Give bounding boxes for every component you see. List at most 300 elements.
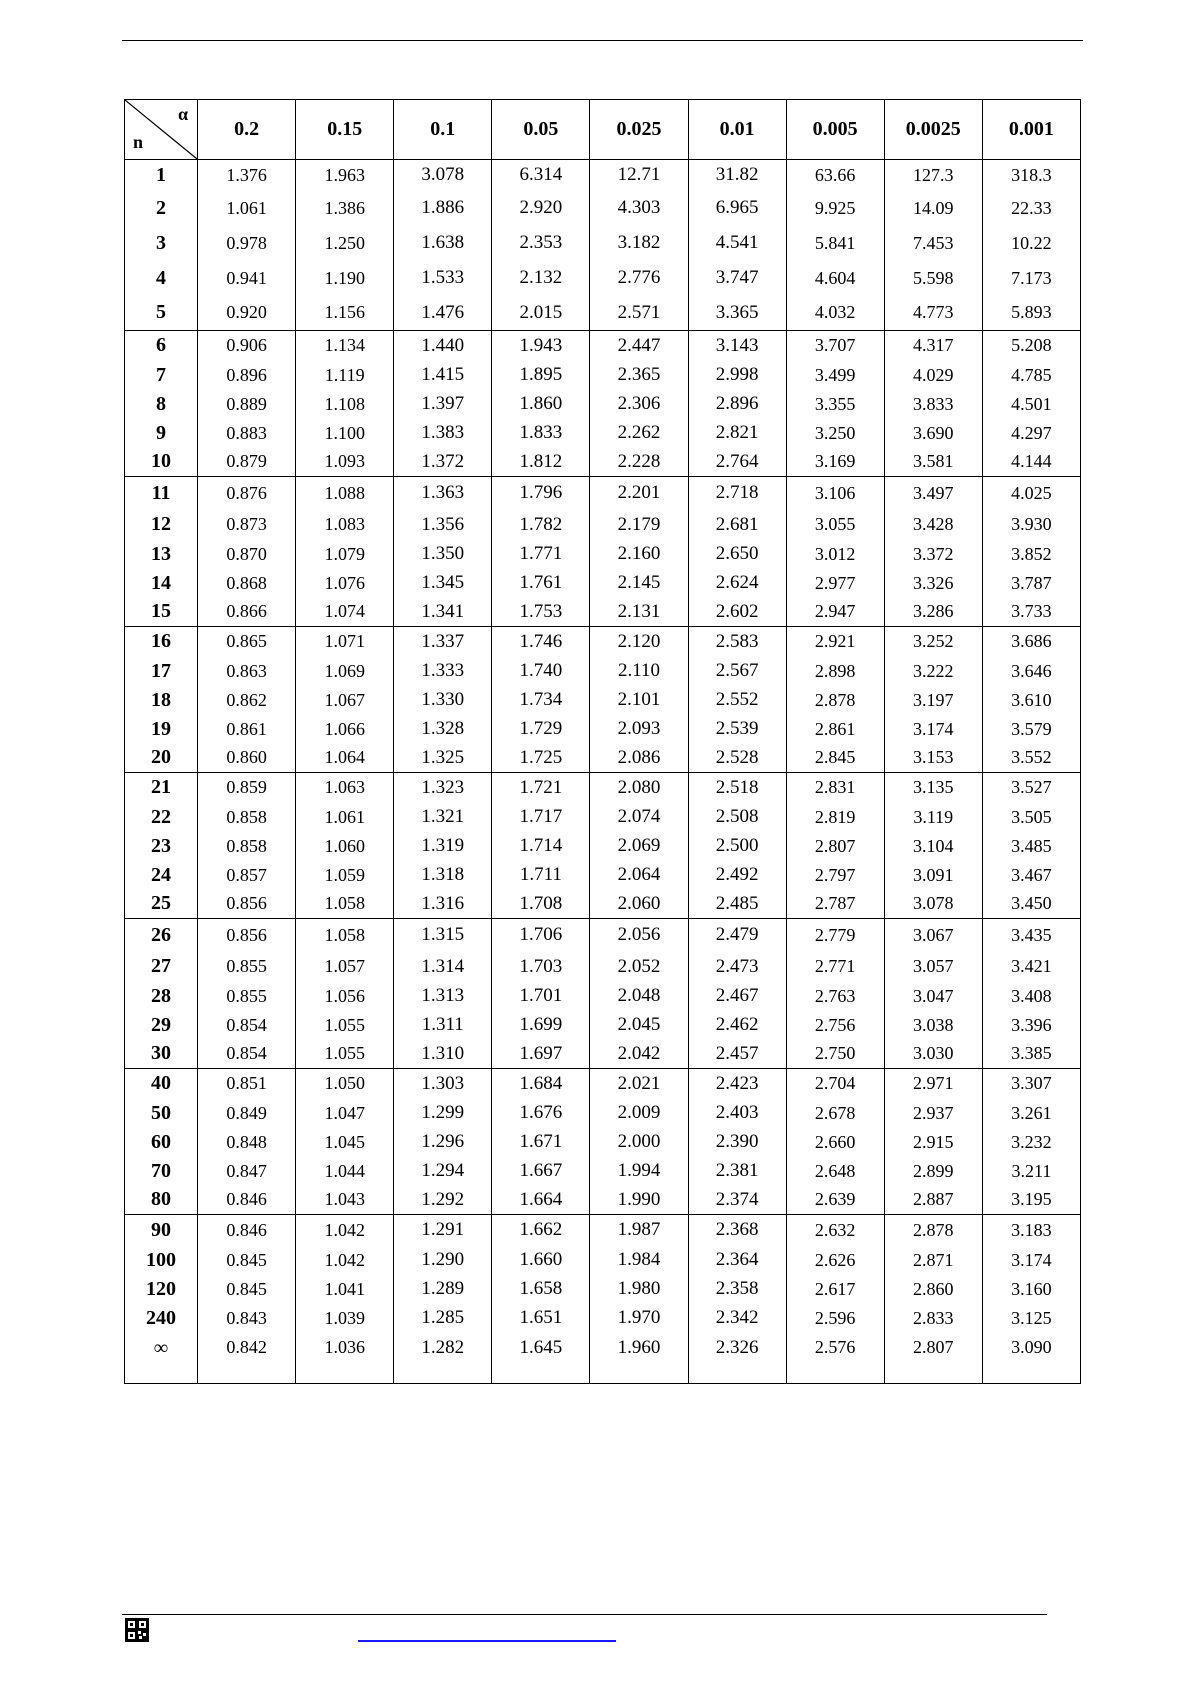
critical-value-cell: 1.066 — [296, 715, 394, 744]
critical-value-cell: 0.846 — [198, 1215, 296, 1246]
table-row — [125, 261, 1081, 296]
critical-value-cell: 1.314 — [394, 952, 492, 982]
degrees-of-freedom-cell: 1 — [125, 160, 198, 191]
critical-value-cell: 3.106 — [786, 477, 884, 510]
critical-value-cell: 1.833 — [492, 419, 590, 448]
degrees-of-freedom-cell: 3 — [125, 226, 198, 261]
critical-value-cell: 3.174 — [982, 1246, 1080, 1275]
critical-value-cell: 1.397 — [394, 390, 492, 419]
critical-value-cell: 2.045 — [590, 1011, 688, 1040]
critical-value-cell: 1.356 — [394, 510, 492, 540]
critical-value-cell: 3.396 — [982, 1011, 1080, 1040]
critical-value-cell: 2.447 — [590, 331, 688, 361]
critical-value-cell: 3.055 — [786, 510, 884, 540]
critical-value-cell: 0.851 — [198, 1069, 296, 1099]
critical-value-cell: 0.858 — [198, 803, 296, 832]
critical-value-cell: 3.286 — [884, 598, 982, 627]
critical-value-cell: 0.865 — [198, 627, 296, 657]
footer-link[interactable] — [358, 1632, 616, 1642]
critical-value-cell: 1.987 — [590, 1215, 688, 1246]
critical-value-cell: 1.796 — [492, 477, 590, 510]
critical-value-cell: 3.581 — [884, 448, 982, 477]
critical-value-cell: 2.160 — [590, 540, 688, 569]
critical-value-cell: 2.764 — [688, 448, 786, 477]
critical-value-cell: 1.963 — [296, 160, 394, 191]
critical-value-cell: 3.169 — [786, 448, 884, 477]
critical-value-cell: 1.734 — [492, 686, 590, 715]
critical-value-cell: 2.871 — [884, 1246, 982, 1275]
degrees-of-freedom-cell: 50 — [125, 1099, 198, 1128]
critical-value-cell: 2.878 — [786, 686, 884, 715]
critical-value-cell: 1.376 — [198, 160, 296, 191]
critical-value-cell: 1.321 — [394, 803, 492, 832]
critical-value-cell: 2.080 — [590, 773, 688, 803]
critical-value-cell: 2.462 — [688, 1011, 786, 1040]
critical-value-cell: 1.415 — [394, 361, 492, 390]
critical-value-cell: 1.746 — [492, 627, 590, 657]
critical-value-cell: 2.602 — [688, 598, 786, 627]
critical-value-cell: 1.533 — [394, 261, 492, 296]
critical-value-cell: 2.179 — [590, 510, 688, 540]
critical-value-cell: 1.076 — [296, 569, 394, 598]
critical-value-cell: 1.285 — [394, 1304, 492, 1333]
degrees-of-freedom-cell: 7 — [125, 361, 198, 390]
footer-rule — [122, 1614, 1047, 1615]
critical-value-cell: 2.878 — [884, 1215, 982, 1246]
critical-value-cell: 1.039 — [296, 1304, 394, 1333]
critical-value-cell: 0.868 — [198, 569, 296, 598]
critical-value-cell: 3.527 — [982, 773, 1080, 803]
critical-value-cell: 1.289 — [394, 1275, 492, 1304]
degrees-of-freedom-cell: 90 — [125, 1215, 198, 1246]
critical-value-cell: 2.069 — [590, 832, 688, 861]
critical-value-cell: 1.717 — [492, 803, 590, 832]
critical-value-cell: 2.306 — [590, 390, 688, 419]
critical-value-cell: 0.858 — [198, 832, 296, 861]
critical-value-cell: 2.015 — [492, 296, 590, 331]
critical-value-cell: 0.856 — [198, 919, 296, 952]
table-row — [125, 1304, 1081, 1333]
critical-value-cell: 2.353 — [492, 226, 590, 261]
critical-value-cell: 3.428 — [884, 510, 982, 540]
critical-value-cell: 63.66 — [786, 160, 884, 191]
critical-value-cell: 3.421 — [982, 952, 1080, 982]
t-distribution-table — [124, 99, 1081, 1384]
critical-value-cell: 1.676 — [492, 1099, 590, 1128]
critical-value-cell: 3.250 — [786, 419, 884, 448]
degrees-of-freedom-cell: 2 — [125, 191, 198, 226]
critical-value-cell: 2.756 — [786, 1011, 884, 1040]
critical-value-cell: 1.706 — [492, 919, 590, 952]
critical-value-cell: 4.025 — [982, 477, 1080, 510]
critical-value-cell: 127.3 — [884, 160, 982, 191]
critical-value-cell: 1.299 — [394, 1099, 492, 1128]
critical-value-cell: 3.747 — [688, 261, 786, 296]
critical-value-cell: 3.222 — [884, 657, 982, 686]
degrees-of-freedom-cell: 9 — [125, 419, 198, 448]
degrees-of-freedom-cell: 60 — [125, 1128, 198, 1157]
critical-value-cell: 1.363 — [394, 477, 492, 510]
critical-value-cell: 0.859 — [198, 773, 296, 803]
critical-value-cell: 1.703 — [492, 952, 590, 982]
critical-value-cell: 10.22 — [982, 226, 1080, 261]
critical-value-cell: 2.977 — [786, 569, 884, 598]
critical-value-cell: 4.029 — [884, 361, 982, 390]
critical-value-cell: 4.604 — [786, 261, 884, 296]
critical-value-cell: 1.714 — [492, 832, 590, 861]
critical-value-cell: 0.889 — [198, 390, 296, 419]
table-row — [125, 715, 1081, 744]
n-label: n — [133, 132, 144, 152]
critical-value-cell: 2.807 — [786, 832, 884, 861]
table-row — [125, 952, 1081, 982]
critical-value-cell: 22.33 — [982, 191, 1080, 226]
critical-value-cell: 2.650 — [688, 540, 786, 569]
critical-value-cell: 2.048 — [590, 982, 688, 1011]
critical-value-cell: 1.333 — [394, 657, 492, 686]
critical-value-cell: 1.061 — [198, 191, 296, 226]
critical-value-cell: 0.856 — [198, 890, 296, 919]
critical-value-cell: 3.365 — [688, 296, 786, 331]
critical-value-cell: 3.078 — [884, 890, 982, 919]
critical-value-cell: 31.82 — [688, 160, 786, 191]
critical-value-cell: 3.047 — [884, 982, 982, 1011]
alpha-header-8: 0.001 — [982, 100, 1080, 160]
critical-value-cell: 3.707 — [786, 331, 884, 361]
critical-value-cell: 2.921 — [786, 627, 884, 657]
critical-value-cell: 3.195 — [982, 1186, 1080, 1215]
critical-value-cell: 2.771 — [786, 952, 884, 982]
table-row — [125, 1246, 1081, 1275]
critical-value-cell: 3.078 — [394, 160, 492, 191]
critical-value-cell: 0.978 — [198, 226, 296, 261]
critical-value-cell: 1.337 — [394, 627, 492, 657]
critical-value-cell: 2.145 — [590, 569, 688, 598]
critical-value-cell: 2.845 — [786, 744, 884, 773]
critical-value-cell: 0.883 — [198, 419, 296, 448]
critical-value-cell: 1.088 — [296, 477, 394, 510]
table-row — [125, 1128, 1081, 1157]
qr-logo-icon — [125, 1618, 149, 1642]
critical-value-cell: 1.319 — [394, 832, 492, 861]
critical-value-cell: 1.771 — [492, 540, 590, 569]
critical-value-cell: 2.009 — [590, 1099, 688, 1128]
degrees-of-freedom-cell: 16 — [125, 627, 198, 657]
critical-value-cell: 0.860 — [198, 744, 296, 773]
critical-value-cell: 1.291 — [394, 1215, 492, 1246]
critical-value-cell: 1.651 — [492, 1304, 590, 1333]
critical-value-cell: 2.915 — [884, 1128, 982, 1157]
critical-value-cell: 3.355 — [786, 390, 884, 419]
degrees-of-freedom-cell: 20 — [125, 744, 198, 773]
table-row — [125, 803, 1081, 832]
critical-value-cell: 1.711 — [492, 861, 590, 890]
critical-value-cell: 4.773 — [884, 296, 982, 331]
critical-value-cell: 2.101 — [590, 686, 688, 715]
critical-value-cell: 3.499 — [786, 361, 884, 390]
critical-value-cell: 14.09 — [884, 191, 982, 226]
critical-value-cell: 9.925 — [786, 191, 884, 226]
critical-value-cell: 2.492 — [688, 861, 786, 890]
critical-value-cell: 1.290 — [394, 1246, 492, 1275]
critical-value-cell: 1.061 — [296, 803, 394, 832]
critical-values-table — [124, 99, 1081, 1384]
critical-value-cell: 1.812 — [492, 448, 590, 477]
table-row — [125, 448, 1081, 477]
degrees-of-freedom-cell: 25 — [125, 890, 198, 919]
critical-value-cell: 2.626 — [786, 1246, 884, 1275]
critical-value-cell: 3.552 — [982, 744, 1080, 773]
table-row — [125, 1099, 1081, 1128]
critical-value-cell: 2.947 — [786, 598, 884, 627]
degrees-of-freedom-cell: ∞ — [125, 1333, 198, 1384]
critical-value-cell: 1.350 — [394, 540, 492, 569]
critical-value-cell: 3.435 — [982, 919, 1080, 952]
critical-value-cell: 1.699 — [492, 1011, 590, 1040]
critical-value-cell: 0.870 — [198, 540, 296, 569]
degrees-of-freedom-cell: 100 — [125, 1246, 198, 1275]
alpha-header-2: 0.1 — [394, 100, 492, 160]
degrees-of-freedom-cell: 22 — [125, 803, 198, 832]
critical-value-cell: 1.292 — [394, 1186, 492, 1215]
critical-value-cell: 1.782 — [492, 510, 590, 540]
critical-value-cell: 4.317 — [884, 331, 982, 361]
critical-value-cell: 2.473 — [688, 952, 786, 982]
critical-value-cell: 2.776 — [590, 261, 688, 296]
table-row — [125, 1186, 1081, 1215]
critical-value-cell: 1.721 — [492, 773, 590, 803]
critical-value-cell: 2.779 — [786, 919, 884, 952]
critical-value-cell: 1.664 — [492, 1186, 590, 1215]
critical-value-cell: 2.899 — [884, 1157, 982, 1186]
critical-value-cell: 1.069 — [296, 657, 394, 686]
critical-value-cell: 3.211 — [982, 1157, 1080, 1186]
alpha-header-1: 0.15 — [296, 100, 394, 160]
table-body — [125, 160, 1081, 1384]
critical-value-cell: 1.753 — [492, 598, 590, 627]
critical-value-cell: 4.303 — [590, 191, 688, 226]
critical-value-cell: 1.970 — [590, 1304, 688, 1333]
degrees-of-freedom-cell: 12 — [125, 510, 198, 540]
critical-value-cell: 3.385 — [982, 1040, 1080, 1069]
critical-value-cell: 1.250 — [296, 226, 394, 261]
critical-value-cell: 2.617 — [786, 1275, 884, 1304]
critical-value-cell: 2.120 — [590, 627, 688, 657]
critical-value-cell: 1.055 — [296, 1040, 394, 1069]
degrees-of-freedom-cell: 15 — [125, 598, 198, 627]
critical-value-cell: 0.873 — [198, 510, 296, 540]
critical-value-cell: 1.047 — [296, 1099, 394, 1128]
critical-value-cell: 0.843 — [198, 1304, 296, 1333]
table-row — [125, 1333, 1081, 1384]
critical-value-cell: 1.325 — [394, 744, 492, 773]
critical-value-cell: 0.845 — [198, 1246, 296, 1275]
critical-value-cell: 3.261 — [982, 1099, 1080, 1128]
critical-value-cell: 0.846 — [198, 1186, 296, 1215]
critical-value-cell: 2.368 — [688, 1215, 786, 1246]
critical-value-cell: 3.153 — [884, 744, 982, 773]
critical-value-cell: 2.342 — [688, 1304, 786, 1333]
header-rule — [122, 40, 1083, 41]
critical-value-cell: 1.994 — [590, 1157, 688, 1186]
alpha-header-3: 0.05 — [492, 100, 590, 160]
critical-value-cell: 1.671 — [492, 1128, 590, 1157]
critical-value-cell: 2.021 — [590, 1069, 688, 1099]
critical-value-cell: 7.173 — [982, 261, 1080, 296]
degrees-of-freedom-cell: 4 — [125, 261, 198, 296]
critical-value-cell: 1.943 — [492, 331, 590, 361]
table-row — [125, 657, 1081, 686]
critical-value-cell: 3.450 — [982, 890, 1080, 919]
critical-value-cell: 3.467 — [982, 861, 1080, 890]
critical-value-cell: 1.895 — [492, 361, 590, 390]
critical-value-cell: 3.057 — [884, 952, 982, 982]
critical-value-cell: 2.064 — [590, 861, 688, 890]
critical-value-cell: 1.980 — [590, 1275, 688, 1304]
critical-value-cell: 2.567 — [688, 657, 786, 686]
critical-value-cell: 1.079 — [296, 540, 394, 569]
critical-value-cell: 1.684 — [492, 1069, 590, 1099]
critical-value-cell: 1.662 — [492, 1215, 590, 1246]
critical-value-cell: 2.086 — [590, 744, 688, 773]
critical-value-cell: 3.067 — [884, 919, 982, 952]
critical-value-cell: 2.423 — [688, 1069, 786, 1099]
critical-value-cell: 1.729 — [492, 715, 590, 744]
table-row — [125, 226, 1081, 261]
table-row — [125, 890, 1081, 919]
critical-value-cell: 1.725 — [492, 744, 590, 773]
critical-value-cell: 1.055 — [296, 1011, 394, 1040]
critical-value-cell: 2.110 — [590, 657, 688, 686]
critical-value-cell: 0.941 — [198, 261, 296, 296]
critical-value-cell: 1.701 — [492, 982, 590, 1011]
critical-value-cell: 0.876 — [198, 477, 296, 510]
critical-value-cell: 2.898 — [786, 657, 884, 686]
table-row — [125, 477, 1081, 510]
critical-value-cell: 1.315 — [394, 919, 492, 952]
critical-value-cell: 3.125 — [982, 1304, 1080, 1333]
alpha-header-0: 0.2 — [198, 100, 296, 160]
critical-value-cell: 1.708 — [492, 890, 590, 919]
critical-value-cell: 2.262 — [590, 419, 688, 448]
critical-value-cell: 1.041 — [296, 1275, 394, 1304]
critical-value-cell: 1.667 — [492, 1157, 590, 1186]
critical-value-cell: 0.866 — [198, 598, 296, 627]
table-row — [125, 569, 1081, 598]
critical-value-cell: 1.067 — [296, 686, 394, 715]
critical-value-cell: 3.497 — [884, 477, 982, 510]
degrees-of-freedom-cell: 70 — [125, 1157, 198, 1186]
critical-value-cell: 1.134 — [296, 331, 394, 361]
critical-value-cell: 2.552 — [688, 686, 786, 715]
critical-value-cell: 3.733 — [982, 598, 1080, 627]
critical-value-cell: 2.485 — [688, 890, 786, 919]
critical-value-cell: 2.763 — [786, 982, 884, 1011]
critical-value-cell: 0.862 — [198, 686, 296, 715]
table-row — [125, 982, 1081, 1011]
critical-value-cell: 1.440 — [394, 331, 492, 361]
critical-value-cell: 1.386 — [296, 191, 394, 226]
critical-value-cell: 3.690 — [884, 419, 982, 448]
degrees-of-freedom-cell: 24 — [125, 861, 198, 890]
critical-value-cell: 1.058 — [296, 919, 394, 952]
degrees-of-freedom-cell: 29 — [125, 1011, 198, 1040]
critical-value-cell: 2.632 — [786, 1215, 884, 1246]
critical-value-cell: 2.060 — [590, 890, 688, 919]
critical-value-cell: 1.093 — [296, 448, 394, 477]
critical-value-cell: 1.318 — [394, 861, 492, 890]
critical-value-cell: 3.252 — [884, 627, 982, 657]
critical-value-cell: 1.036 — [296, 1333, 394, 1384]
critical-value-cell: 1.310 — [394, 1040, 492, 1069]
critical-value-cell: 1.056 — [296, 982, 394, 1011]
table-row — [125, 627, 1081, 657]
degrees-of-freedom-cell: 6 — [125, 331, 198, 361]
critical-value-cell: 1.660 — [492, 1246, 590, 1275]
table-row — [125, 1157, 1081, 1186]
critical-value-cell: 1.059 — [296, 861, 394, 890]
critical-value-cell: 3.372 — [884, 540, 982, 569]
critical-value-cell: 1.042 — [296, 1215, 394, 1246]
critical-value-cell: 3.160 — [982, 1275, 1080, 1304]
critical-value-cell: 6.314 — [492, 160, 590, 191]
critical-value-cell: 1.190 — [296, 261, 394, 296]
critical-value-cell: 3.038 — [884, 1011, 982, 1040]
critical-value-cell: 3.852 — [982, 540, 1080, 569]
degrees-of-freedom-cell: 14 — [125, 569, 198, 598]
critical-value-cell: 2.500 — [688, 832, 786, 861]
critical-value-cell: 1.057 — [296, 952, 394, 982]
degrees-of-freedom-cell: 18 — [125, 686, 198, 715]
degrees-of-freedom-cell: 8 — [125, 390, 198, 419]
critical-value-cell: 2.920 — [492, 191, 590, 226]
critical-value-cell: 0.855 — [198, 952, 296, 982]
critical-value-cell: 1.383 — [394, 419, 492, 448]
critical-value-cell: 3.135 — [884, 773, 982, 803]
critical-value-cell: 0.920 — [198, 296, 296, 331]
critical-value-cell: 3.485 — [982, 832, 1080, 861]
degrees-of-freedom-cell: 120 — [125, 1275, 198, 1304]
table-row — [125, 160, 1081, 191]
critical-value-cell: 3.183 — [982, 1215, 1080, 1246]
critical-value-cell: 2.937 — [884, 1099, 982, 1128]
critical-value-cell: 2.704 — [786, 1069, 884, 1099]
critical-value-cell: 2.860 — [884, 1275, 982, 1304]
critical-value-cell: 2.508 — [688, 803, 786, 832]
critical-value-cell: 0.847 — [198, 1157, 296, 1186]
critical-value-cell: 2.807 — [884, 1333, 982, 1384]
critical-value-cell: 3.326 — [884, 569, 982, 598]
critical-value-cell: 12.71 — [590, 160, 688, 191]
alpha-header-5: 0.01 — [688, 100, 786, 160]
critical-value-cell: 0.857 — [198, 861, 296, 890]
critical-value-cell: 1.658 — [492, 1275, 590, 1304]
critical-value-cell: 1.108 — [296, 390, 394, 419]
critical-value-cell: 2.861 — [786, 715, 884, 744]
critical-value-cell: 2.457 — [688, 1040, 786, 1069]
table-row — [125, 1275, 1081, 1304]
alpha-header-4: 0.025 — [590, 100, 688, 160]
critical-value-cell: 1.044 — [296, 1157, 394, 1186]
alpha-header-7: 0.0025 — [884, 100, 982, 160]
critical-value-cell: 2.678 — [786, 1099, 884, 1128]
table-row — [125, 510, 1081, 540]
table-row — [125, 744, 1081, 773]
critical-value-cell: 2.539 — [688, 715, 786, 744]
table-row — [125, 1069, 1081, 1099]
critical-value-cell: 1.341 — [394, 598, 492, 627]
critical-value-cell: 4.032 — [786, 296, 884, 331]
